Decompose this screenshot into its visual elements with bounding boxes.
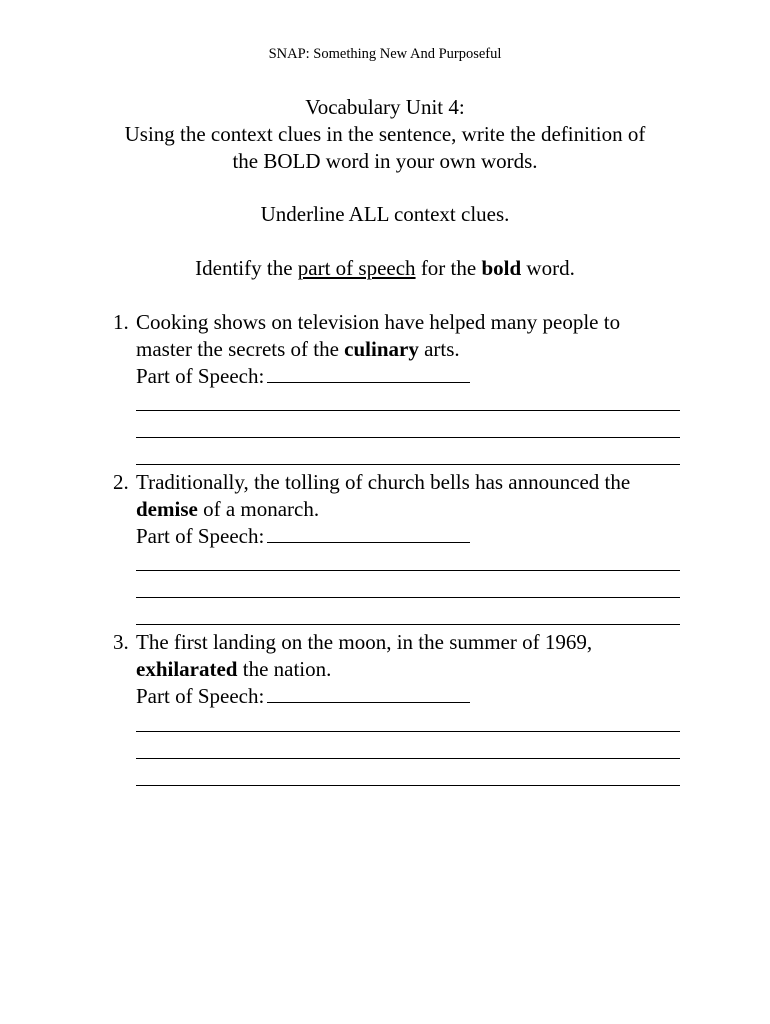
part-of-speech-row [136,523,693,550]
question-sentence-line2 [136,336,693,363]
worksheet-header: SNAP: Something New And Purposeful [268,46,502,62]
question-number: 3. [113,630,129,654]
question-sentence-line2 [136,496,693,523]
answer-line[interactable] [136,758,680,759]
vocabulary-word: exhilarated [136,657,238,681]
sentence-suffix: the nation. [237,657,332,681]
vocabulary-word: demise [136,497,198,521]
identify-prefix: Identify the [195,256,298,280]
question-sentence-line1: Cooking shows on television have helped many people to [136,310,621,334]
answer-line[interactable] [136,731,680,732]
sentence-suffix: of a monarch. [197,497,320,521]
question-sentence-line1: The first landing on the moon, in the summer of 1969, [136,630,593,654]
question-number: 2. [113,470,129,494]
unit-title: Vocabulary Unit 4: [305,95,465,119]
instruction-line-1: Using the context clues in the sentence, write the definition of [124,122,646,146]
identify-part-of-speech: part of speech [297,256,416,280]
part-of-speech-label: Part of Speech: [136,524,265,548]
part-of-speech-row [136,683,693,710]
sentence-suffix: arts. [418,337,460,361]
answer-line[interactable] [136,785,680,786]
part-of-speech-blank[interactable] [267,364,470,383]
answer-line[interactable] [136,437,680,438]
title-block [0,94,770,175]
answer-line[interactable] [136,410,680,411]
question-2 [113,469,693,550]
answer-line[interactable] [136,597,680,598]
question-number: 1. [113,310,129,334]
instruction-line-2: the BOLD word in your own words. [232,149,538,173]
identify-bold: bold [481,256,522,280]
question-sentence-line2 [136,656,693,683]
identify-mid: for the [415,256,482,280]
question-3 [113,629,693,710]
part-of-speech-blank[interactable] [267,684,470,703]
identify-suffix: word. [521,256,575,280]
identify-instruction [0,256,770,281]
vocabulary-word: culinary [344,337,419,361]
answer-line[interactable] [136,464,680,465]
underline-instruction: Underline ALL context clues. [260,202,510,226]
question-1 [113,309,693,390]
answer-line[interactable] [136,570,680,571]
part-of-speech-row [136,363,693,390]
part-of-speech-label: Part of Speech: [136,364,265,388]
question-sentence-line1: Traditionally, the tolling of church bells has announced the [136,470,631,494]
answer-line[interactable] [136,624,680,625]
part-of-speech-label: Part of Speech: [136,684,265,708]
part-of-speech-blank[interactable] [267,524,470,543]
sentence-prefix: master the secrets of the [136,337,345,361]
